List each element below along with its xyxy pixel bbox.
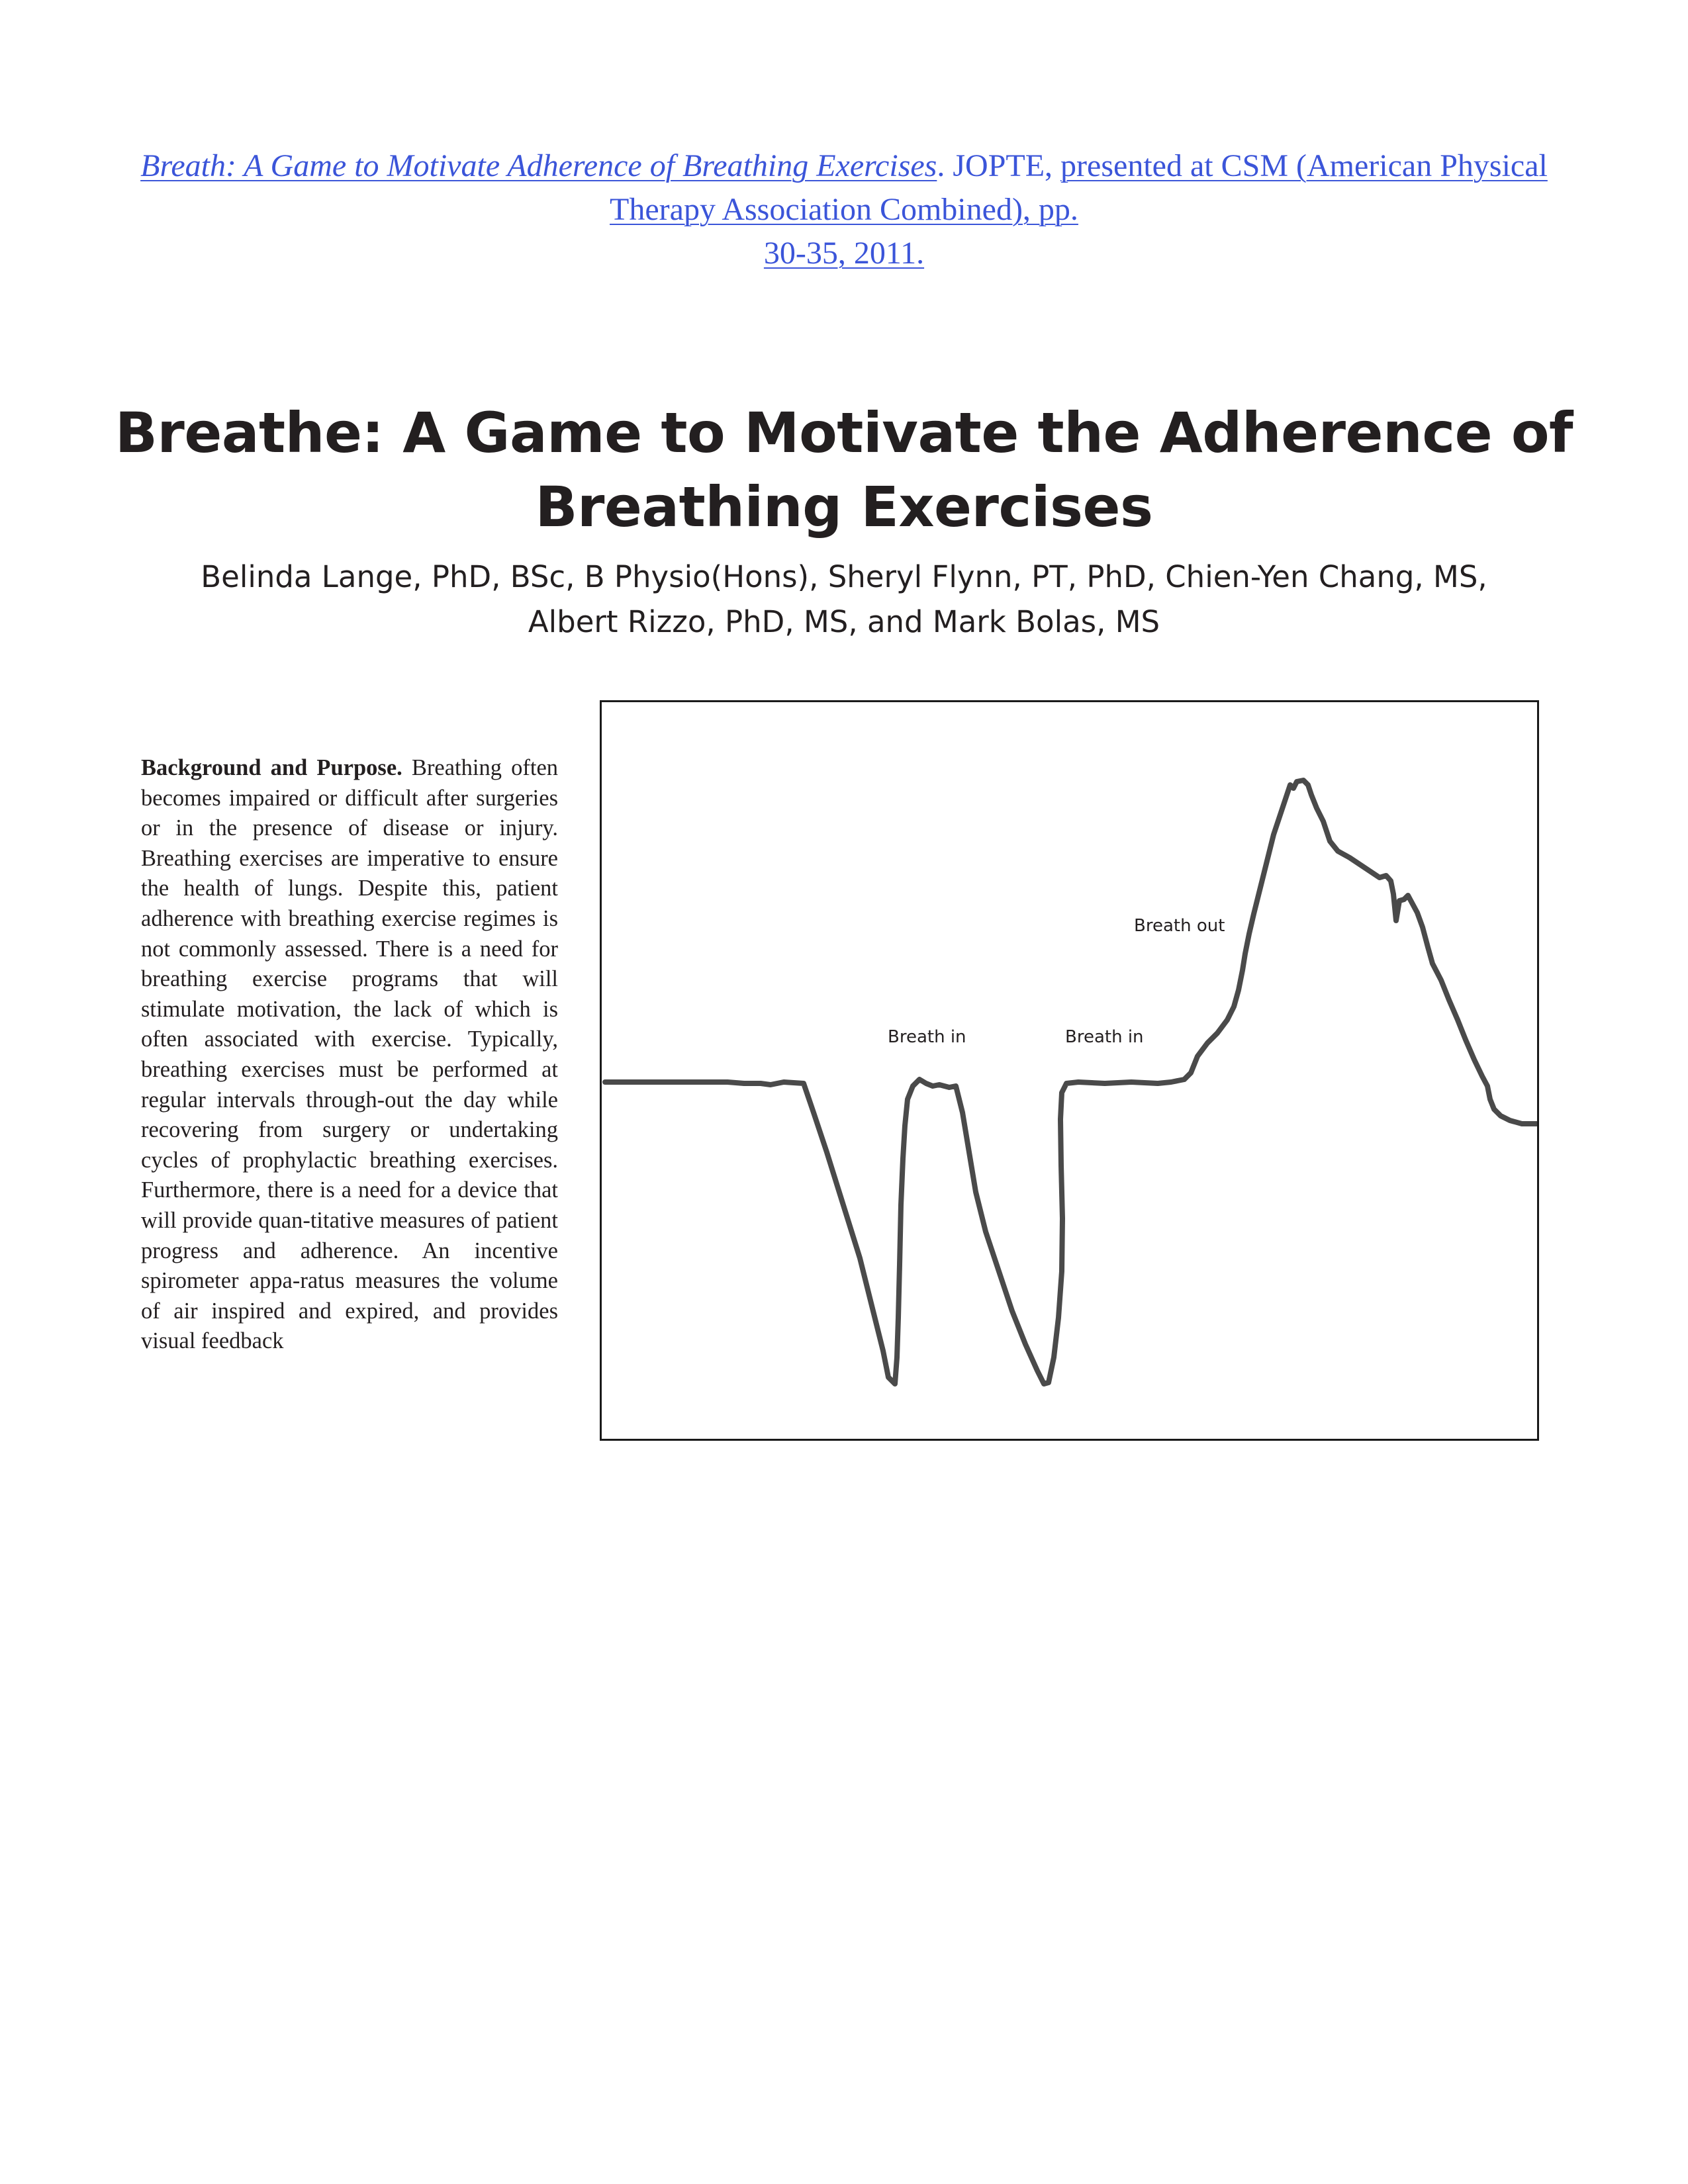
paper-title-line-2: Breathing Exercises — [535, 475, 1153, 539]
author-list-line-2: Albert Rizzo, PhD, MS, and Mark Bolas, MS — [528, 604, 1160, 639]
citation-block — [99, 144, 1589, 275]
citation-journal: . JOPTE, — [937, 148, 1061, 183]
annotation-breath-in-1: Breath in — [888, 1027, 966, 1047]
citation-venue-link[interactable]: presented at CSM (American Physical — [1060, 148, 1548, 183]
author-list-line-1: Belinda Lange, PhD, BSc, B Physio(Hons), Sheryl Flynn, PT, PhD, Chien-Yen Chang, MS, — [201, 559, 1487, 594]
annotation-breath-in-2: Breath in — [1065, 1027, 1144, 1047]
abstract-paragraph — [141, 753, 558, 1357]
citation-line-3 — [99, 232, 1589, 275]
citation-venue-link-continued[interactable]: Therapy Association Combined), pp. — [610, 192, 1078, 227]
author-list — [93, 555, 1595, 645]
citation-line-2 — [99, 188, 1589, 232]
breathing-waveform-trace — [605, 780, 1536, 1384]
abstract-lead-heading: Background and Purpose. — [141, 755, 402, 780]
citation-line-1 — [99, 144, 1589, 188]
citation-title-link[interactable]: Breath: A Game to Motivate Adherence of Breathing Exercises — [140, 148, 937, 183]
paper-title-line-1: Breathe: A Game to Motivate the Adherence of — [115, 400, 1573, 465]
abstract-body-text: Breathing often becomes impaired or difficult after surgeries or in the presence of disease or injury. Breathing exercises are imperative to ensure the health of lungs. Despite this, patient adherence with breathing exercise regimes is not commonly assessed. There is a need for breathing exercise programs that will stimulate motivation, the lack of which is often associated with exercise. Typically, breathing exercises must be performed at regular intervals through-out the day while recovering from surgery or undertaking cycles of prophylactic breathing exercises. Furthermore, there is a need for a device that will provide quan-titative measures of patient progress and adherence. An incentive spirometer appa-ratus measures the volume of air inspired and expired, and provides visual feedback — [141, 755, 559, 1354]
breathing-waveform-figure — [600, 700, 1539, 1441]
breathing-waveform-plot — [602, 702, 1537, 1439]
paper-title — [93, 396, 1595, 544]
citation-pages-link[interactable]: 30-35, 2011. — [763, 236, 925, 271]
annotation-breath-out: Breath out — [1134, 916, 1225, 936]
